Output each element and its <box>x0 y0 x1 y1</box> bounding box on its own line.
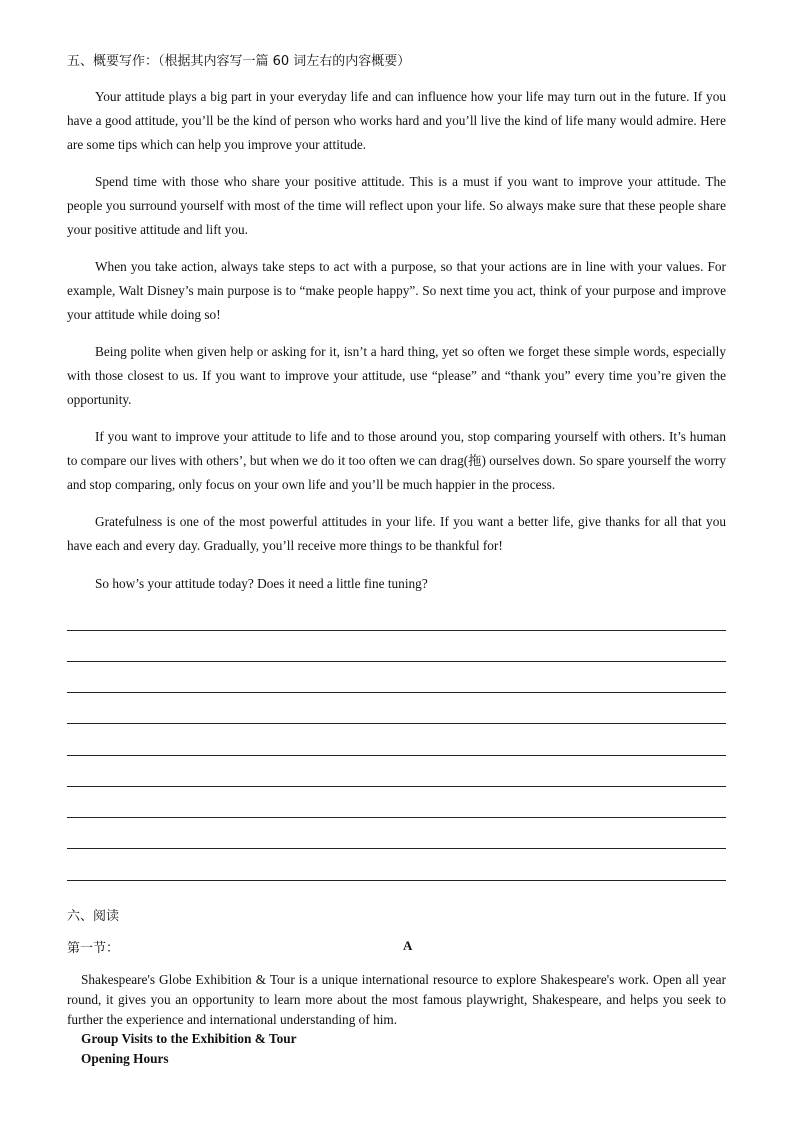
answer-line[interactable] <box>67 692 726 693</box>
answer-line[interactable] <box>67 723 726 724</box>
heading-opening-hours: Opening Hours <box>81 1051 169 1066</box>
paragraph-5: If you want to improve your attitude to life and to those around you, stop comparing yourself with others. It’s human to compare our lives with others’, but when we do it too often we can drag(拖) ourselves down. So spare yourself the worry and stop comparing, only focus on your own life and you’ll be much happier in the process. <box>67 429 726 492</box>
paragraph-4: Being polite when given help or asking for it, isn’t a hard thing, yet so often we forget these simple words, especially with those closest to us. If you want to improve your attitude, use “please” and “thank you” every time you’re given the opportunity. <box>67 344 726 407</box>
answer-line[interactable] <box>67 755 726 756</box>
paragraph-7: So how’s your attitude today? Does it need a little fine tuning? <box>95 576 428 591</box>
paragraph-1: Your attitude plays a big part in your everyday life and can influence how your life may turn out in the future. If you have a good attitude, you’ll be the kind of person who works hard and you’ll live the kind of life many would admire. Here are some tips which can help you improve your attitude. <box>67 89 726 152</box>
answer-line[interactable] <box>67 817 726 818</box>
paragraph-2: Spend time with those who share your positive attitude. This is a must if you want to improve your attitude. The people you surround yourself with most of the time will reflect upon your life. So always make sure that these people share your positive attitude and lift you. <box>67 174 726 237</box>
part-label: 第一节： <box>67 941 120 956</box>
answer-line[interactable] <box>67 848 726 849</box>
answer-line[interactable] <box>67 661 726 662</box>
section6-title: 六、阅读 <box>67 909 120 924</box>
answer-line[interactable] <box>67 786 726 787</box>
heading-group-visits: Group Visits to the Exhibition & Tour <box>81 1031 297 1046</box>
paragraph-6: Gratefulness is one of the most powerful attitudes in your life. If you want a better life, give thanks for all that you have each and every day. Gradually, you’ll receive more things to be thankful for! <box>67 514 726 553</box>
passage-label: A <box>403 938 413 953</box>
answer-line[interactable] <box>67 880 726 881</box>
reading-intro: Shakespeare's Globe Exhibition & Tour is a unique international resource to explore Shakespeare's work. Open all year round, it gives you an opportunity to learn more about the most famous playwright, Shakespeare, and helps you seek to further the experience and international understanding of him. <box>67 972 726 1027</box>
section5-title: 五、概要写作：（根据其内容写一篇 60 词左右的内容概要） <box>67 54 411 69</box>
paragraph-3: When you take action, always take steps to act with a purpose, so that your actions are in line with your values. For example, Walt Disney’s main purpose is to “make people happy”. So next time you act, think of your purpose and improve your attitude while doing so! <box>67 259 726 322</box>
answer-line[interactable] <box>67 630 726 631</box>
